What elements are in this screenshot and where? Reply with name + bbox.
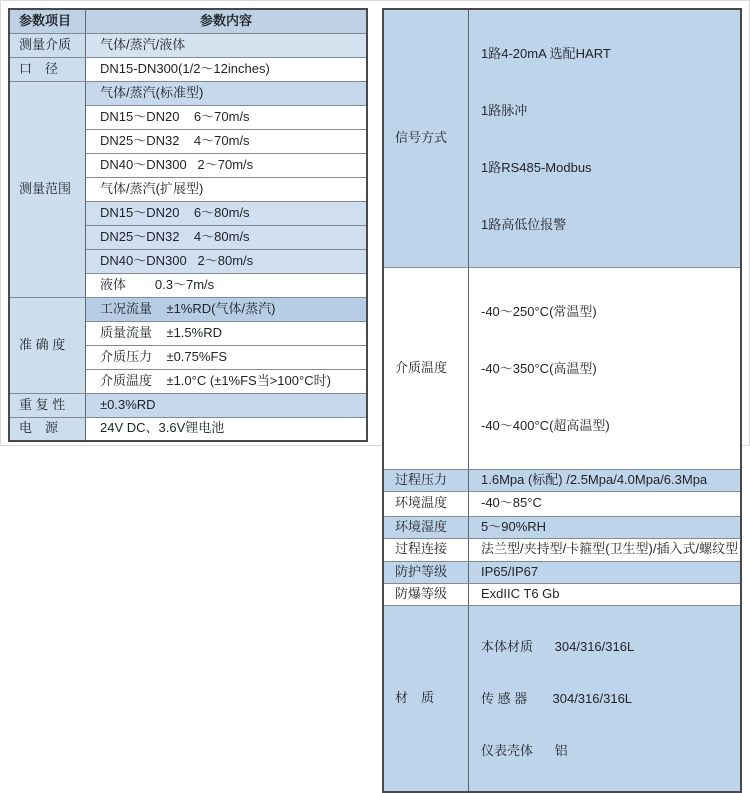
temperature-line: -40～400°C(超高温型) (481, 418, 610, 433)
value-power-supply: 24V DC、3.6V锂电池 (86, 417, 368, 441)
value-measuring-medium: 气体/蒸汽/液体 (86, 33, 368, 57)
label-material: 材 质 (383, 605, 469, 792)
value-signal-mode (469, 9, 742, 268)
label-diameter: 口 径 (9, 57, 86, 81)
value-range-line: DN25～DN32 4～80m/s (86, 225, 368, 249)
value-range-line: DN15～DN20 6～70m/s (86, 105, 368, 129)
label-power-supply: 电 源 (9, 417, 86, 441)
value-accuracy-line: 介质温度 ±1.0°C (±1%FS当>100°C时) (86, 369, 368, 393)
material-line: 仪表壳体 铝 (481, 742, 568, 758)
table-row (9, 417, 367, 441)
table-row (9, 33, 367, 57)
temperature-line: -40～250°C(常温型) (481, 304, 597, 320)
label-process-pressure: 过程压力 (383, 469, 469, 491)
value-accuracy-line: 质量流量 ±1.5%RD (86, 321, 368, 345)
value-range-line: 气体/蒸汽(标准型) (86, 81, 368, 105)
right-spec-table (382, 8, 742, 793)
left-spec-table (8, 8, 368, 442)
signal-line: 1路RS485-Modbus (481, 159, 592, 175)
value-range-line: 气体/蒸汽(扩展型) (86, 177, 368, 201)
value-accuracy-line: 工况流量 ±1%RD(气体/蒸汽) (86, 297, 368, 321)
label-protection-rating: 防护等级 (383, 561, 469, 583)
value-ambient-humidity: 5～90%RH (469, 516, 742, 538)
label-measuring-medium: 测量介质 (9, 33, 86, 57)
label-process-connection: 过程连接 (383, 538, 469, 561)
label-accuracy: 准 确 度 (9, 297, 86, 393)
signal-line: 1路脉冲 (481, 102, 528, 118)
table-row (9, 57, 367, 81)
label-signal-mode: 信号方式 (383, 9, 469, 268)
table-row (383, 561, 741, 583)
value-repeatability: ±0.3%RD (86, 393, 368, 417)
value-explosion-proof-rating: ExdIIC T6 Gb (469, 583, 742, 605)
label-measuring-range: 测量范围 (9, 81, 86, 297)
signal-line: 1路高低位报警 (481, 216, 567, 232)
header-param-item: 参数项目 (9, 9, 86, 33)
table-row (383, 491, 741, 516)
value-process-pressure: 1.6Mpa (标配) /2.5Mpa/4.0Mpa/6.3Mpa (469, 469, 742, 491)
label-repeatability: 重 复 性 (9, 393, 86, 417)
value-process-connection: 法兰型/夹持型/卡箍型(卫生型)/插入式/螺纹型 (469, 538, 742, 561)
table-row (383, 268, 741, 470)
value-material (469, 605, 742, 792)
value-diameter: DN15-DN300(1/2～12inches) (86, 57, 368, 81)
value-range-line: 液体 0.3～7m/s (86, 273, 368, 297)
material-line: 本体材质 304/316/316L (481, 638, 635, 654)
material-line: 传 感 器 304/316/316L (481, 690, 633, 706)
label-ambient-temperature: 环境温度 (383, 491, 469, 516)
value-medium-temperature (469, 268, 742, 470)
table-row (383, 538, 741, 561)
table-row (383, 605, 741, 792)
value-accuracy-line: 介质压力 ±0.75%FS (86, 345, 368, 369)
value-range-line: DN40～DN300 2～80m/s (86, 249, 368, 273)
value-protection-rating: IP65/IP67 (469, 561, 742, 583)
value-range-line: DN25～DN32 4～70m/s (86, 129, 368, 153)
table-row (383, 516, 741, 538)
header-param-content: 参数内容 (86, 9, 368, 33)
value-range-line: DN40～DN300 2～70m/s (86, 153, 368, 177)
table-header-row (9, 9, 367, 33)
label-medium-temperature: 介质温度 (383, 268, 469, 470)
value-range-line: DN15～DN20 6～80m/s (86, 201, 368, 225)
table-row (383, 469, 741, 491)
table-row (383, 9, 741, 268)
table-row (9, 297, 367, 321)
signal-line: 1路4-20mA 选配HART (481, 45, 611, 61)
label-explosion-proof-rating: 防爆等级 (383, 583, 469, 605)
table-row (383, 583, 741, 605)
temperature-line: -40～350°C(高温型) (481, 361, 597, 377)
table-row (9, 81, 367, 105)
label-ambient-humidity: 环境湿度 (383, 516, 469, 538)
table-row (9, 393, 367, 417)
value-ambient-temperature: -40～85°C (469, 491, 742, 516)
